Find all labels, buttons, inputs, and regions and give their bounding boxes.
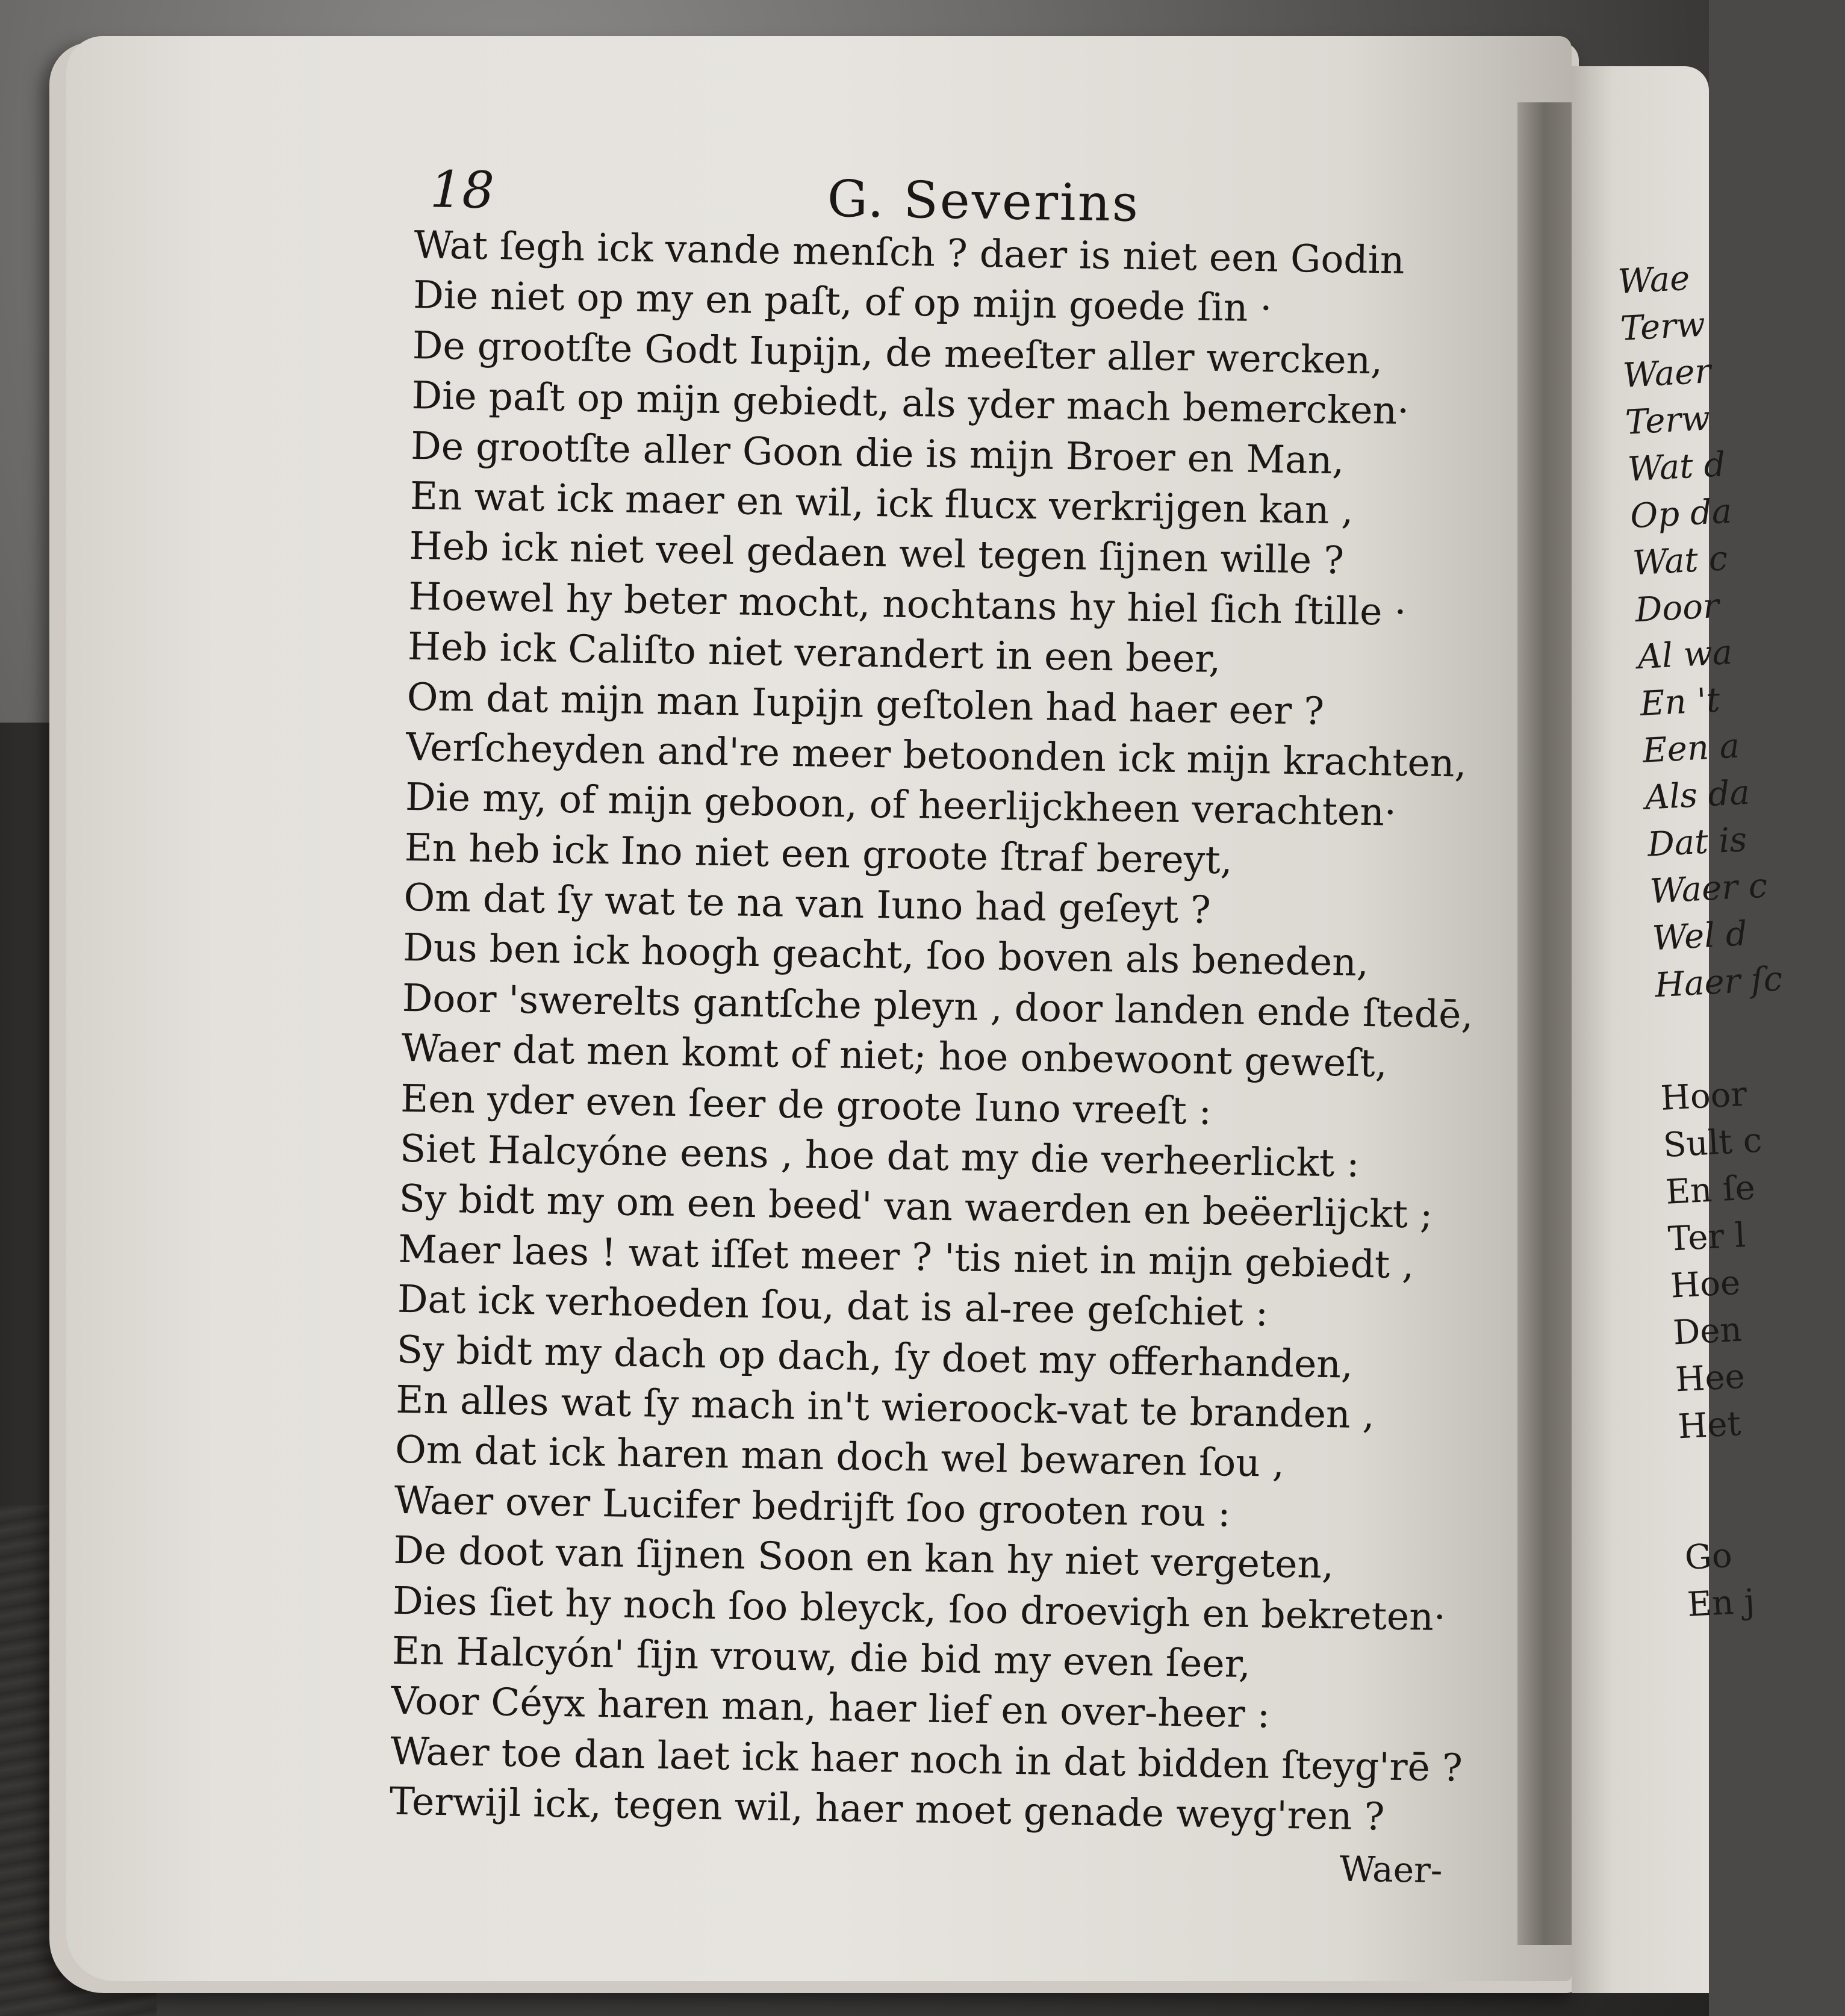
facing-line-fragment: Als da — [1644, 773, 1751, 818]
facing-line-fragment: En j — [1686, 1582, 1756, 1625]
verse-line: En heb ick Ino niet een groote ſtraf bereyt, — [404, 825, 1233, 883]
verse-line: Dus ben ick hoogh geacht, ſoo boven als beneden, — [402, 926, 1369, 985]
facing-line-fragment: Waer c — [1649, 866, 1769, 912]
facing-line-fragment: Den — [1672, 1310, 1743, 1353]
verse-line: Die my, of mijn geboon, of heerlijckheen verachten· — [405, 775, 1397, 835]
verse-line: Verſcheyden and're meer betoonden ick mijn krachten, — [405, 724, 1467, 786]
facing-line-fragment: Terw — [1619, 305, 1707, 349]
verse-line: Om dat ſy wat te na van Iuno had geſeyt ? — [403, 875, 1212, 932]
verse-line: Terwijl ick, tegen wil, haer moet genade weyg'ren ? — [389, 1779, 1385, 1839]
facing-line-fragment: En 't — [1639, 680, 1721, 724]
page-number: 18 — [429, 160, 495, 220]
facing-gap — [1656, 1001, 1815, 1075]
verse-line: Sy bidt my om een beed' van waerden en beëerlijckt ; — [399, 1177, 1433, 1237]
facing-line-fragment: En ſe — [1664, 1168, 1756, 1212]
verse-line: Waer dat men komt of niet; hoe onbewoont geweſt, — [401, 1026, 1388, 1086]
verse-line: Heb ick niet veel gedaen wel tegen ſijnen wille ? — [409, 524, 1345, 583]
facing-line-fragment: Hoor — [1660, 1074, 1748, 1119]
verse-line: Hoewel hy beter mocht, nochtans hy hiel ſich ſtille · — [408, 574, 1407, 634]
running-head: G. Severins — [827, 169, 1140, 233]
facing-line-fragment: Het — [1676, 1404, 1742, 1447]
facing-line-fragment: Ter l — [1667, 1216, 1747, 1259]
verse-line: De doot van ſijnen Soon en kan hy niet vergeten, — [393, 1528, 1334, 1587]
verse-line: Een yder even ſeer de groote Iuno vreeſt : — [400, 1076, 1212, 1133]
verse-line: En wat ick maer en wil, ick flucx verkrijgen kan , — [409, 473, 1354, 533]
verse-line: Door 'swerelts gantſche pleyn , door landen ende ſtedē, — [402, 975, 1474, 1037]
page-header — [414, 154, 1523, 261]
verse-line: En alles wat ſy mach in't wieroock-vat te branden , — [395, 1377, 1375, 1437]
left-page-text — [388, 154, 1523, 1898]
facing-line-fragment: Haer ſc — [1654, 959, 1784, 1006]
facing-line-fragment: Al wa — [1636, 632, 1734, 677]
facing-line-fragment: Op da — [1629, 491, 1733, 537]
facing-line-fragment: Wel d — [1651, 914, 1749, 959]
verse-line: Om dat ick haren man doch wel bewaren ſou , — [394, 1428, 1285, 1486]
verse-line: Die niet op my en paſt, of op mijn goede ſin · — [412, 273, 1272, 331]
facing-line-fragment: Terw — [1624, 399, 1711, 443]
verse-line: Maer laes ! wat iſſet meer ? 'tis niet in mijn gebiedt , — [397, 1227, 1414, 1287]
verse-line: Siet Halcyóne eens , hoe dat my die verheerlickt : — [399, 1126, 1360, 1186]
verse-line: Wat ſegh ick vande menſch ? daer is niet een Godin — [414, 222, 1405, 282]
verse-line: Dat ick verhoeden ſou, dat is al-ree geſchiet : — [397, 1277, 1269, 1335]
facing-gap — [1679, 1443, 1840, 1535]
verse-line: En Halcyón' ſijn vrouw, die bid my even ſeer, — [391, 1628, 1251, 1687]
facing-line-fragment: Wae — [1617, 258, 1691, 302]
verse-line: Die paſt op mijn gebiedt, als yder mach bemercken· — [411, 373, 1410, 434]
verse-line: Voor Céyx haren man, haer lief en over-heer : — [391, 1679, 1271, 1737]
facing-line-fragment: Door — [1634, 586, 1720, 630]
facing-line-fragment: Go — [1684, 1535, 1734, 1578]
verse-line: Sy bidt my dach op dach, ſy doet my offerhanden, — [396, 1327, 1354, 1387]
facing-line-fragment: Een a — [1641, 726, 1741, 771]
verse-line: Om dat mijn man Iupijn geſtolen had haer eer ? — [406, 674, 1325, 733]
verse-line: Dies ſiet hy noch ſoo bleyck, ſoo droevigh en bekreten· — [392, 1578, 1446, 1639]
facing-line-fragment: Wat c — [1631, 539, 1729, 583]
catchword: Waer- — [1339, 1847, 1443, 1891]
facing-line-fragment: Hoe — [1669, 1263, 1741, 1306]
verse-line: De grootſte Godt Iupijn, de meeſter aller wercken, — [412, 323, 1383, 383]
facing-line-fragment: Sult c — [1662, 1121, 1763, 1165]
verse-line: Waer over Lucifer bedrijft ſoo grooten rou : — [394, 1478, 1231, 1535]
facing-line-fragment: Hee — [1674, 1357, 1746, 1400]
verse-line: De grootſte aller Goon die is mijn Broer en Man, — [410, 423, 1345, 482]
verse-line: Waer toe dan laet ick haer noch in dat bidden ſteyg'rē ? — [390, 1729, 1463, 1790]
facing-line-fragment: Dat is — [1646, 820, 1748, 865]
facing-line-fragment: Wat d — [1626, 445, 1727, 490]
facing-line-fragment: Waer — [1622, 352, 1712, 396]
verse-line: Heb ick Caliſto niet verandert in een beer, — [407, 624, 1222, 682]
verse-block — [389, 220, 1522, 1844]
